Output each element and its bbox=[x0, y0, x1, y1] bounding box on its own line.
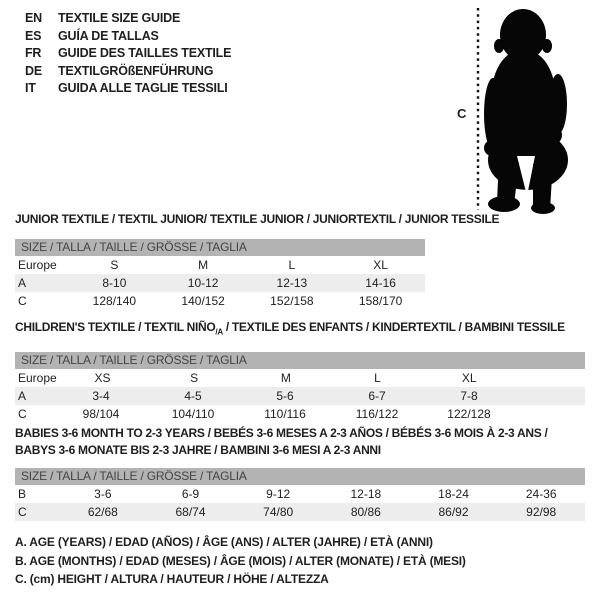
size-cell: 110/116 bbox=[264, 407, 306, 422]
size-cell: 8-10 bbox=[102, 276, 127, 290]
row-label: Europe bbox=[18, 371, 57, 386]
size-cell: 4-5 bbox=[184, 389, 202, 404]
size-cell: 128/140 bbox=[92, 294, 137, 308]
language-label: TEXTILGRÖßENFÜHRUNG bbox=[58, 63, 214, 78]
language-label: TEXTILE SIZE GUIDE bbox=[58, 11, 181, 25]
size-cell: L bbox=[374, 371, 381, 386]
size-cell: 74/80 bbox=[263, 505, 294, 519]
language-row bbox=[25, 63, 231, 81]
language-code: DE bbox=[25, 63, 42, 78]
language-row bbox=[25, 10, 231, 28]
table-row bbox=[15, 256, 425, 274]
language-label: GUÍA DE TALLAS bbox=[58, 28, 159, 43]
table-row bbox=[15, 274, 425, 292]
row-spacer bbox=[515, 387, 585, 405]
size-cell: 6-9 bbox=[181, 487, 200, 501]
size-cell: 7-8 bbox=[460, 389, 478, 404]
row-label: C bbox=[18, 505, 27, 519]
row-label: B bbox=[18, 487, 27, 501]
size-cell: M bbox=[198, 258, 209, 272]
size-cell: 6-7 bbox=[368, 389, 386, 404]
legend-note: C. (cm) HEIGHT / ALTURA / HAUTEUR / HÖHE / ALTEZZA bbox=[15, 572, 329, 586]
table-title-line: BABIES 3-6 MONTH TO 2-3 YEARS / BEBÉS 3-6 MESES A 2-3 AÑOS / BÉBÉS 3-6 MOIS À 2-3 ANS / bbox=[15, 426, 548, 440]
size-cell: 80/86 bbox=[350, 505, 381, 519]
size-cell: M bbox=[280, 371, 291, 386]
size-cell: 5-6 bbox=[276, 389, 294, 404]
table-row bbox=[15, 387, 585, 405]
babies-textile-table bbox=[15, 425, 585, 521]
table-row bbox=[15, 503, 585, 521]
row-label: C bbox=[18, 407, 27, 422]
size-cell: 12-18 bbox=[350, 487, 382, 501]
legend-note: B. AGE (MONTHS) / EDAD (MESES) / ÂGE (MOIS) / ALTER (MONATE) / ETÀ (MESI) bbox=[15, 553, 466, 568]
size-cell: 14-16 bbox=[365, 276, 396, 290]
table-title-text: CHILDREN'S TEXTILE / TEXTIL NIÑO bbox=[15, 320, 216, 334]
table-title-subscript: /A bbox=[215, 327, 223, 337]
language-row bbox=[25, 28, 231, 46]
size-cell: 140/152 bbox=[181, 294, 225, 308]
language-row bbox=[25, 45, 231, 63]
size-cell: 98/104 bbox=[82, 407, 120, 422]
row-label: A bbox=[18, 276, 27, 290]
table-row bbox=[15, 292, 425, 310]
size-cell: 24-36 bbox=[525, 487, 557, 501]
language-list bbox=[25, 10, 231, 98]
baby-figure bbox=[450, 6, 595, 218]
language-code: EN bbox=[25, 11, 42, 25]
height-measure-line bbox=[476, 8, 480, 210]
table-title bbox=[15, 425, 585, 459]
table-title bbox=[15, 320, 585, 339]
junior-textile-table bbox=[15, 212, 500, 310]
table-title: JUNIOR TEXTILE / TEXTIL JUNIOR/ TEXTILE JUNIOR / JUNIORTEXTIL / JUNIOR TESSILE bbox=[15, 212, 500, 226]
size-cell: L bbox=[288, 258, 296, 272]
legend-note: A. AGE (YEARS) / EDAD (AÑOS) / ÂGE (ANS) / ALTER (JAHRE) / ETÀ (ANNI) bbox=[15, 535, 433, 549]
size-cell: 86/92 bbox=[438, 505, 469, 519]
table-row bbox=[15, 485, 585, 503]
size-cell: 158/170 bbox=[358, 294, 403, 308]
row-label: Europe bbox=[18, 258, 57, 272]
language-code: IT bbox=[25, 81, 36, 95]
size-cell: 62/68 bbox=[87, 505, 118, 519]
table-title-line: BABYS 3-6 MONATE BIS 2-3 JAHRE / BAMBINI 3-6 MESI A 2-3 ANNI bbox=[15, 443, 381, 457]
size-cell: XL bbox=[373, 258, 388, 272]
size-cell: 3-6 bbox=[94, 487, 112, 501]
language-label: GUIDA ALLE TAGLIE TESSILI bbox=[58, 81, 228, 95]
size-cell: 116/122 bbox=[355, 407, 399, 422]
height-measure-label: C bbox=[457, 106, 467, 121]
row-label: A bbox=[18, 389, 27, 404]
row-spacer bbox=[515, 405, 585, 423]
row-spacer bbox=[515, 369, 585, 387]
size-cell: 12-13 bbox=[276, 276, 308, 290]
table-row bbox=[15, 405, 585, 423]
row-label: C bbox=[18, 294, 27, 308]
size-cell: 9-12 bbox=[266, 487, 291, 501]
table-row bbox=[15, 369, 585, 387]
size-cell: S bbox=[190, 371, 199, 386]
language-row bbox=[25, 80, 231, 98]
childrens-textile-table bbox=[15, 320, 585, 423]
language-code: FR bbox=[25, 46, 42, 60]
baby-silhouette-icon bbox=[484, 8, 578, 214]
legend-notes bbox=[15, 533, 466, 589]
size-cell: 92/98 bbox=[526, 505, 557, 519]
size-cell: S bbox=[110, 258, 119, 272]
size-cell: 104/110 bbox=[171, 407, 215, 422]
language-label: GUIDE DES TAILLES TEXTILE bbox=[58, 46, 232, 60]
size-header-bar: SIZE / TALLA / TAILLE / GRÖSSE / TAGLIA bbox=[15, 352, 585, 369]
size-cell: XS bbox=[94, 371, 111, 386]
size-cell: 152/158 bbox=[270, 294, 314, 308]
size-cell: 68/74 bbox=[175, 505, 206, 519]
size-header-bar: SIZE / TALLA / TAILLE / GRÖSSE / TAGLIA bbox=[15, 468, 585, 485]
size-cell: 18-24 bbox=[438, 487, 469, 501]
language-code: ES bbox=[25, 28, 42, 43]
size-cell: XL bbox=[461, 371, 477, 386]
table-title-text: / TEXTILE DES ENFANTS / KINDERTEXTIL / BAMBINI TESSILE bbox=[222, 320, 565, 334]
size-header-bar: SIZE / TALLA / TAILLE / GRÖSSE / TAGLIA bbox=[15, 239, 425, 256]
size-cell: 10-12 bbox=[187, 276, 219, 290]
size-cell: 3-4 bbox=[92, 389, 110, 404]
size-cell: 122/128 bbox=[447, 407, 491, 422]
